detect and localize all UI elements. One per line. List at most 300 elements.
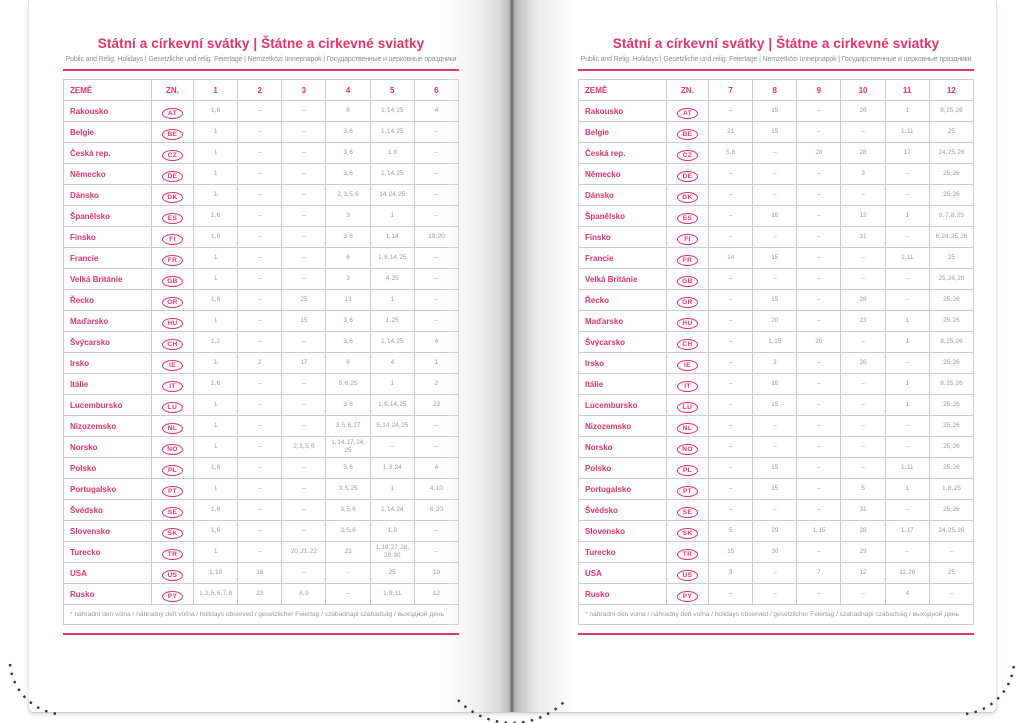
country-code-cell [152,311,194,332]
holiday-days-cell: 1, 14, 24 [370,500,414,521]
holiday-days-cell: 3, 6 [326,227,370,248]
country-row [64,248,459,269]
holiday-days-cell: 15 [753,458,797,479]
holiday-days-cell: – [709,206,753,227]
holiday-days-cell: – [797,185,841,206]
holiday-days-cell: 25 [929,248,973,269]
holiday-days-cell: 1, 8, 14, 25 [370,248,414,269]
holiday-days-cell: 1 [194,164,238,185]
country-row [64,521,459,542]
holiday-days-cell: 25, 26, 28 [929,269,973,290]
country-code-cell [152,164,194,185]
country-row [64,416,459,437]
country-row [64,395,459,416]
country-code-cell [667,521,709,542]
holiday-days-cell: 3, 5, 6, 27 [326,416,370,437]
holiday-days-cell: 1 [370,479,414,500]
holiday-days-cell: – [709,227,753,248]
holiday-days-cell: – [797,374,841,395]
country-row [64,227,459,248]
holiday-days-cell: – [797,101,841,122]
holiday-days-cell: 1 [370,290,414,311]
holiday-days-cell: – [753,269,797,290]
country-code-cell [152,395,194,416]
holiday-days-cell: – [238,311,282,332]
country-code-cell [667,584,709,605]
holiday-days-cell: – [282,164,326,185]
holiday-days-cell: – [797,164,841,185]
holiday-days-cell: 3, 6 [326,395,370,416]
country-row [579,122,974,143]
holiday-days-cell: – [797,122,841,143]
holiday-days-cell: – [282,248,326,269]
country-code-cell [667,395,709,416]
country-code-badge: BE [677,129,698,140]
column-header-9: 9 [797,80,841,101]
holiday-days-cell: 14 [709,248,753,269]
holiday-days-cell: – [753,227,797,248]
country-code-badge: FI [677,234,698,245]
country-name: Slovensko [64,521,152,542]
holiday-days-cell: – [238,185,282,206]
holiday-days-cell: 1 [194,416,238,437]
holiday-days-cell: – [797,479,841,500]
country-name: Norsko [64,437,152,458]
holiday-days-cell: – [238,332,282,353]
country-name: Norsko [579,437,667,458]
holiday-days-cell: 15 [753,290,797,311]
page-title: Státní a církevní svátky | Štátne a cirkevné sviatky [612,36,940,51]
country-code-cell [152,542,194,563]
country-name: Maďarsko [64,311,152,332]
holiday-days-cell: 31 [841,227,885,248]
holiday-days-cell: 1 [885,374,929,395]
holiday-days-cell: 1 [194,437,238,458]
holiday-days-cell: – [841,122,885,143]
holiday-days-cell: – [238,269,282,290]
holiday-days-cell: – [753,584,797,605]
country-code-cell [667,563,709,584]
country-row [579,101,974,122]
country-code-badge: IE [677,360,698,371]
country-code-badge: PT [677,486,698,497]
country-name: USA [64,563,152,584]
column-header-11: 11 [885,80,929,101]
country-name: Irsko [64,353,152,374]
country-code-badge: SK [677,528,698,539]
holiday-days-cell: 1, 14, 25 [370,101,414,122]
holiday-days-cell: 1, 19 [194,563,238,584]
holiday-days-cell: 1, 3, 24 [370,458,414,479]
holiday-days-cell: – [238,374,282,395]
country-code-badge: GR [677,297,698,308]
holiday-days-cell: 3 [709,563,753,584]
holiday-days-cell: – [238,437,282,458]
holiday-days-cell: – [238,479,282,500]
country-code-cell [152,584,194,605]
country-code-badge: IE [162,360,183,371]
holiday-days-cell: – [709,353,753,374]
country-row [579,248,974,269]
holiday-days-cell: 1 [885,311,929,332]
holiday-days-cell: 3 [841,164,885,185]
country-name: Německo [579,164,667,185]
country-row [579,185,974,206]
holiday-days-cell: 25, 26 [929,290,973,311]
holiday-days-cell: 1, 14, 25 [370,122,414,143]
holiday-days-cell: 7 [797,563,841,584]
country-code-badge: PL [677,465,698,476]
holiday-days-cell: 23 [326,542,370,563]
country-name: Portugalsko [579,479,667,500]
holiday-days-cell: – [414,185,458,206]
holiday-days-cell: – [885,437,929,458]
holiday-days-cell: 1, 8 [370,143,414,164]
column-header-4: 4 [326,80,370,101]
country-code-cell [667,164,709,185]
holiday-days-cell: 5, 6 [326,458,370,479]
country-code-cell [667,143,709,164]
country-code-badge: LU [677,402,698,413]
country-code-badge: LU [162,402,183,413]
country-row [64,311,459,332]
column-header-12: 12 [929,80,973,101]
holiday-days-cell: – [797,500,841,521]
holiday-days-cell: 3 [326,206,370,227]
holiday-days-cell: – [282,563,326,584]
country-code-cell [667,416,709,437]
holiday-days-cell: 1, 9, 14, 25 [370,395,414,416]
country-code-badge: NL [677,423,698,434]
holiday-days-cell: – [282,227,326,248]
country-code-cell [152,185,194,206]
holiday-days-cell: 25, 26 [929,164,973,185]
holiday-days-cell: 14, 24, 25 [370,185,414,206]
holiday-days-cell: – [282,143,326,164]
holiday-days-cell: – [709,290,753,311]
holiday-days-cell: – [282,500,326,521]
country-name: Itálie [579,374,667,395]
country-code-badge: IT [162,381,183,392]
holiday-days-cell: 1 [370,206,414,227]
country-row [579,542,974,563]
country-code-badge: SE [162,507,183,518]
holiday-days-cell: 19 [414,563,458,584]
holiday-days-cell: 8, 9 [282,584,326,605]
holiday-days-cell: 1, 15 [797,521,841,542]
country-name: Francie [64,248,152,269]
holiday-days-cell: – [238,206,282,227]
country-code-cell [667,479,709,500]
country-name: Švýcarsko [64,332,152,353]
country-code-cell [667,332,709,353]
holiday-days-cell: – [797,542,841,563]
holiday-days-cell: 1, 25 [370,311,414,332]
holiday-days-cell: 3, 5, 25 [326,479,370,500]
holiday-days-cell: 28 [797,143,841,164]
country-code-badge: US [162,570,183,581]
country-code-badge: CZ [162,150,183,161]
country-code-badge: ES [162,213,183,224]
country-code-badge: FI [162,234,183,245]
holiday-days-cell: 1, 14, 17, 24, 25 [326,437,370,458]
country-code-cell [152,353,194,374]
country-name: Řecko [64,290,152,311]
holiday-days-cell: 4 [885,584,929,605]
country-code-badge: US [677,570,698,581]
country-row [579,479,974,500]
country-code-badge: DE [677,171,698,182]
holiday-days-cell: 25, 26 [929,416,973,437]
holiday-days-cell: – [885,269,929,290]
holiday-days-cell: 8, 25, 26 [929,374,973,395]
country-code-badge: NO [162,444,183,455]
holiday-days-cell: 1, 6 [194,500,238,521]
holiday-days-cell: 1, 19, 27, 28, 29, 30 [370,542,414,563]
holiday-days-cell: – [841,458,885,479]
country-name: Maďarsko [579,311,667,332]
holiday-days-cell: – [709,164,753,185]
country-code-cell [152,521,194,542]
country-name: Španělsko [64,206,152,227]
holiday-days-cell: 15 [753,395,797,416]
country-code-badge: DE [162,171,183,182]
holiday-days-cell: – [414,143,458,164]
holiday-days-cell: 21 [709,122,753,143]
country-name: Slovensko [579,521,667,542]
holiday-days-cell: – [885,164,929,185]
holiday-days-cell: 25 [929,122,973,143]
holiday-days-cell: 1 [194,479,238,500]
holiday-days-cell: 15 [753,248,797,269]
holiday-days-cell: 1 [885,101,929,122]
holiday-days-cell: 25 [929,563,973,584]
country-name: Švédsko [579,500,667,521]
holiday-days-cell: – [282,521,326,542]
holiday-days-cell: 23 [414,395,458,416]
country-name: Rusko [579,584,667,605]
holiday-days-cell: 29 [753,521,797,542]
holiday-days-cell: – [414,521,458,542]
holiday-days-cell: 3, 6 [326,122,370,143]
country-name: Švédsko [64,500,152,521]
holiday-days-cell: – [282,374,326,395]
country-code-cell [152,437,194,458]
holiday-days-cell: – [709,500,753,521]
holiday-days-cell: 6 [326,101,370,122]
holiday-days-cell: 15 [753,206,797,227]
country-code-cell [152,227,194,248]
holiday-days-cell: 15 [709,542,753,563]
country-name: Francie [579,248,667,269]
holiday-days-cell: 25, 26 [929,353,973,374]
country-code-cell [667,374,709,395]
holiday-days-cell: – [709,479,753,500]
holiday-days-cell: 1, 6 [194,290,238,311]
country-name: Česká rep. [579,143,667,164]
holiday-days-cell: 15 [753,479,797,500]
holiday-days-cell: 3, 6 [326,164,370,185]
holiday-days-cell: – [238,227,282,248]
holiday-days-cell: 23 [238,584,282,605]
holiday-days-cell: 26 [841,353,885,374]
holiday-days-cell: 15 [282,311,326,332]
holiday-days-cell: – [282,185,326,206]
holiday-days-cell: 15 [753,122,797,143]
column-header-3: 3 [282,80,326,101]
holiday-days-cell: – [797,416,841,437]
holiday-days-cell: 1, 6 [194,458,238,479]
holiday-days-cell: – [238,500,282,521]
holiday-days-cell: – [709,311,753,332]
holiday-days-cell: – [238,143,282,164]
holiday-days-cell: 15 [753,374,797,395]
holiday-days-cell: 11, 26 [885,563,929,584]
holiday-days-cell: – [797,248,841,269]
holiday-days-cell: 2, 3, 5, 6 [326,185,370,206]
country-code-cell [667,122,709,143]
holiday-days-cell: – [797,353,841,374]
holiday-days-cell: – [885,185,929,206]
header-row [579,80,974,101]
holiday-days-cell: – [885,416,929,437]
divider-rule [578,69,974,71]
country-code-badge: NL [162,423,183,434]
country-name: Španělsko [579,206,667,227]
holiday-days-cell: 28 [841,143,885,164]
holiday-days-cell: – [753,164,797,185]
holiday-days-cell: – [414,311,458,332]
holiday-days-cell: – [797,584,841,605]
book-spine [510,0,514,712]
country-code-cell [667,458,709,479]
holiday-days-cell: – [885,500,929,521]
holiday-days-cell: – [753,500,797,521]
column-header-zn: ZN. [667,80,709,101]
holiday-days-cell: 1 [194,395,238,416]
holiday-days-cell: 1, 11 [885,458,929,479]
holidays-table-jan-jun [63,79,459,625]
country-code-cell [152,206,194,227]
country-row [64,206,459,227]
holiday-days-cell: – [238,521,282,542]
country-row [64,269,459,290]
country-code-cell [152,500,194,521]
country-code-badge: PY [677,591,698,602]
column-header-1: 1 [194,80,238,101]
holiday-days-cell: 24, 25, 26 [929,143,973,164]
country-code-cell [152,248,194,269]
column-header-2: 2 [238,80,282,101]
country-name: Belgie [579,122,667,143]
holiday-days-cell: – [414,269,458,290]
holiday-days-cell: 25, 26 [929,311,973,332]
country-name: Nizozemsko [64,416,152,437]
holiday-days-cell: 19, 20 [414,227,458,248]
country-row [579,269,974,290]
holiday-days-cell: – [709,437,753,458]
holiday-days-cell: 1, 6 [194,101,238,122]
holiday-days-cell: 1, 2 [194,332,238,353]
holiday-days-cell: 17 [885,143,929,164]
country-code-badge: IT [677,381,698,392]
column-header-zem: ZEMĚ [64,80,152,101]
country-row [579,311,974,332]
column-header-5: 5 [370,80,414,101]
holiday-days-cell: 25 [370,563,414,584]
holiday-days-cell: – [709,458,753,479]
holiday-days-cell: 8, 25, 26 [929,101,973,122]
country-row [579,332,974,353]
country-code-badge: GB [162,276,183,287]
divider-rule [578,633,974,635]
holiday-days-cell: – [282,395,326,416]
holiday-days-cell: – [414,122,458,143]
holiday-days-cell: 1 [194,269,238,290]
holiday-days-cell: 4 [370,353,414,374]
country-code-cell [667,101,709,122]
holiday-days-cell: 20 [753,311,797,332]
country-code-badge: PT [162,486,183,497]
holiday-days-cell: – [929,542,973,563]
holiday-days-cell: 3, 5, 6 [326,521,370,542]
holiday-days-cell: – [238,395,282,416]
holiday-days-cell: 25, 26 [929,458,973,479]
holiday-days-cell: 26 [841,101,885,122]
holiday-days-cell: 1 [194,353,238,374]
holiday-days-cell: 3, 6 [326,311,370,332]
holiday-days-cell: – [326,584,370,605]
holiday-days-cell: 1, 6 [194,521,238,542]
country-name: Lucembursko [579,395,667,416]
holiday-days-cell: – [885,290,929,311]
holiday-days-cell: 1 [370,374,414,395]
column-header-10: 10 [841,80,885,101]
country-code-cell [667,227,709,248]
country-name: Finsko [64,227,152,248]
country-code-badge: AT [677,108,698,119]
country-row [579,374,974,395]
country-name: Rakousko [579,101,667,122]
country-row [64,500,459,521]
country-code-cell [152,458,194,479]
country-code-badge: TR [677,549,698,560]
holiday-days-cell: 25, 26 [929,395,973,416]
page-subtitle: Public and Relig. Holidays | Gesetzliche und relig. Feiertage | Nemzetközi ünnepnapok | Государственные и церковные праздники [65,56,457,63]
holiday-days-cell: – [709,395,753,416]
country-row [579,563,974,584]
holiday-days-cell: 28 [841,290,885,311]
country-name: Dánsko [579,185,667,206]
holiday-days-cell: 31 [841,500,885,521]
holiday-days-cell: 4 [414,101,458,122]
country-code-badge: PL [162,465,183,476]
country-row [579,395,974,416]
holiday-days-cell: 20 [797,332,841,353]
holiday-days-cell: 1, 6 [194,206,238,227]
country-name: Dánsko [64,185,152,206]
holiday-days-cell: – [885,227,929,248]
country-code-badge: GB [677,276,698,287]
holiday-days-cell: 1, 8 [370,521,414,542]
country-code-cell [152,101,194,122]
header-row [64,80,459,101]
country-code-badge: HU [677,318,698,329]
holiday-days-cell: – [841,437,885,458]
country-code-badge: NO [677,444,698,455]
page-title: Státní a církevní svátky | Štátne a cirkevné sviatky [97,36,425,51]
holiday-days-cell: 30 [753,542,797,563]
